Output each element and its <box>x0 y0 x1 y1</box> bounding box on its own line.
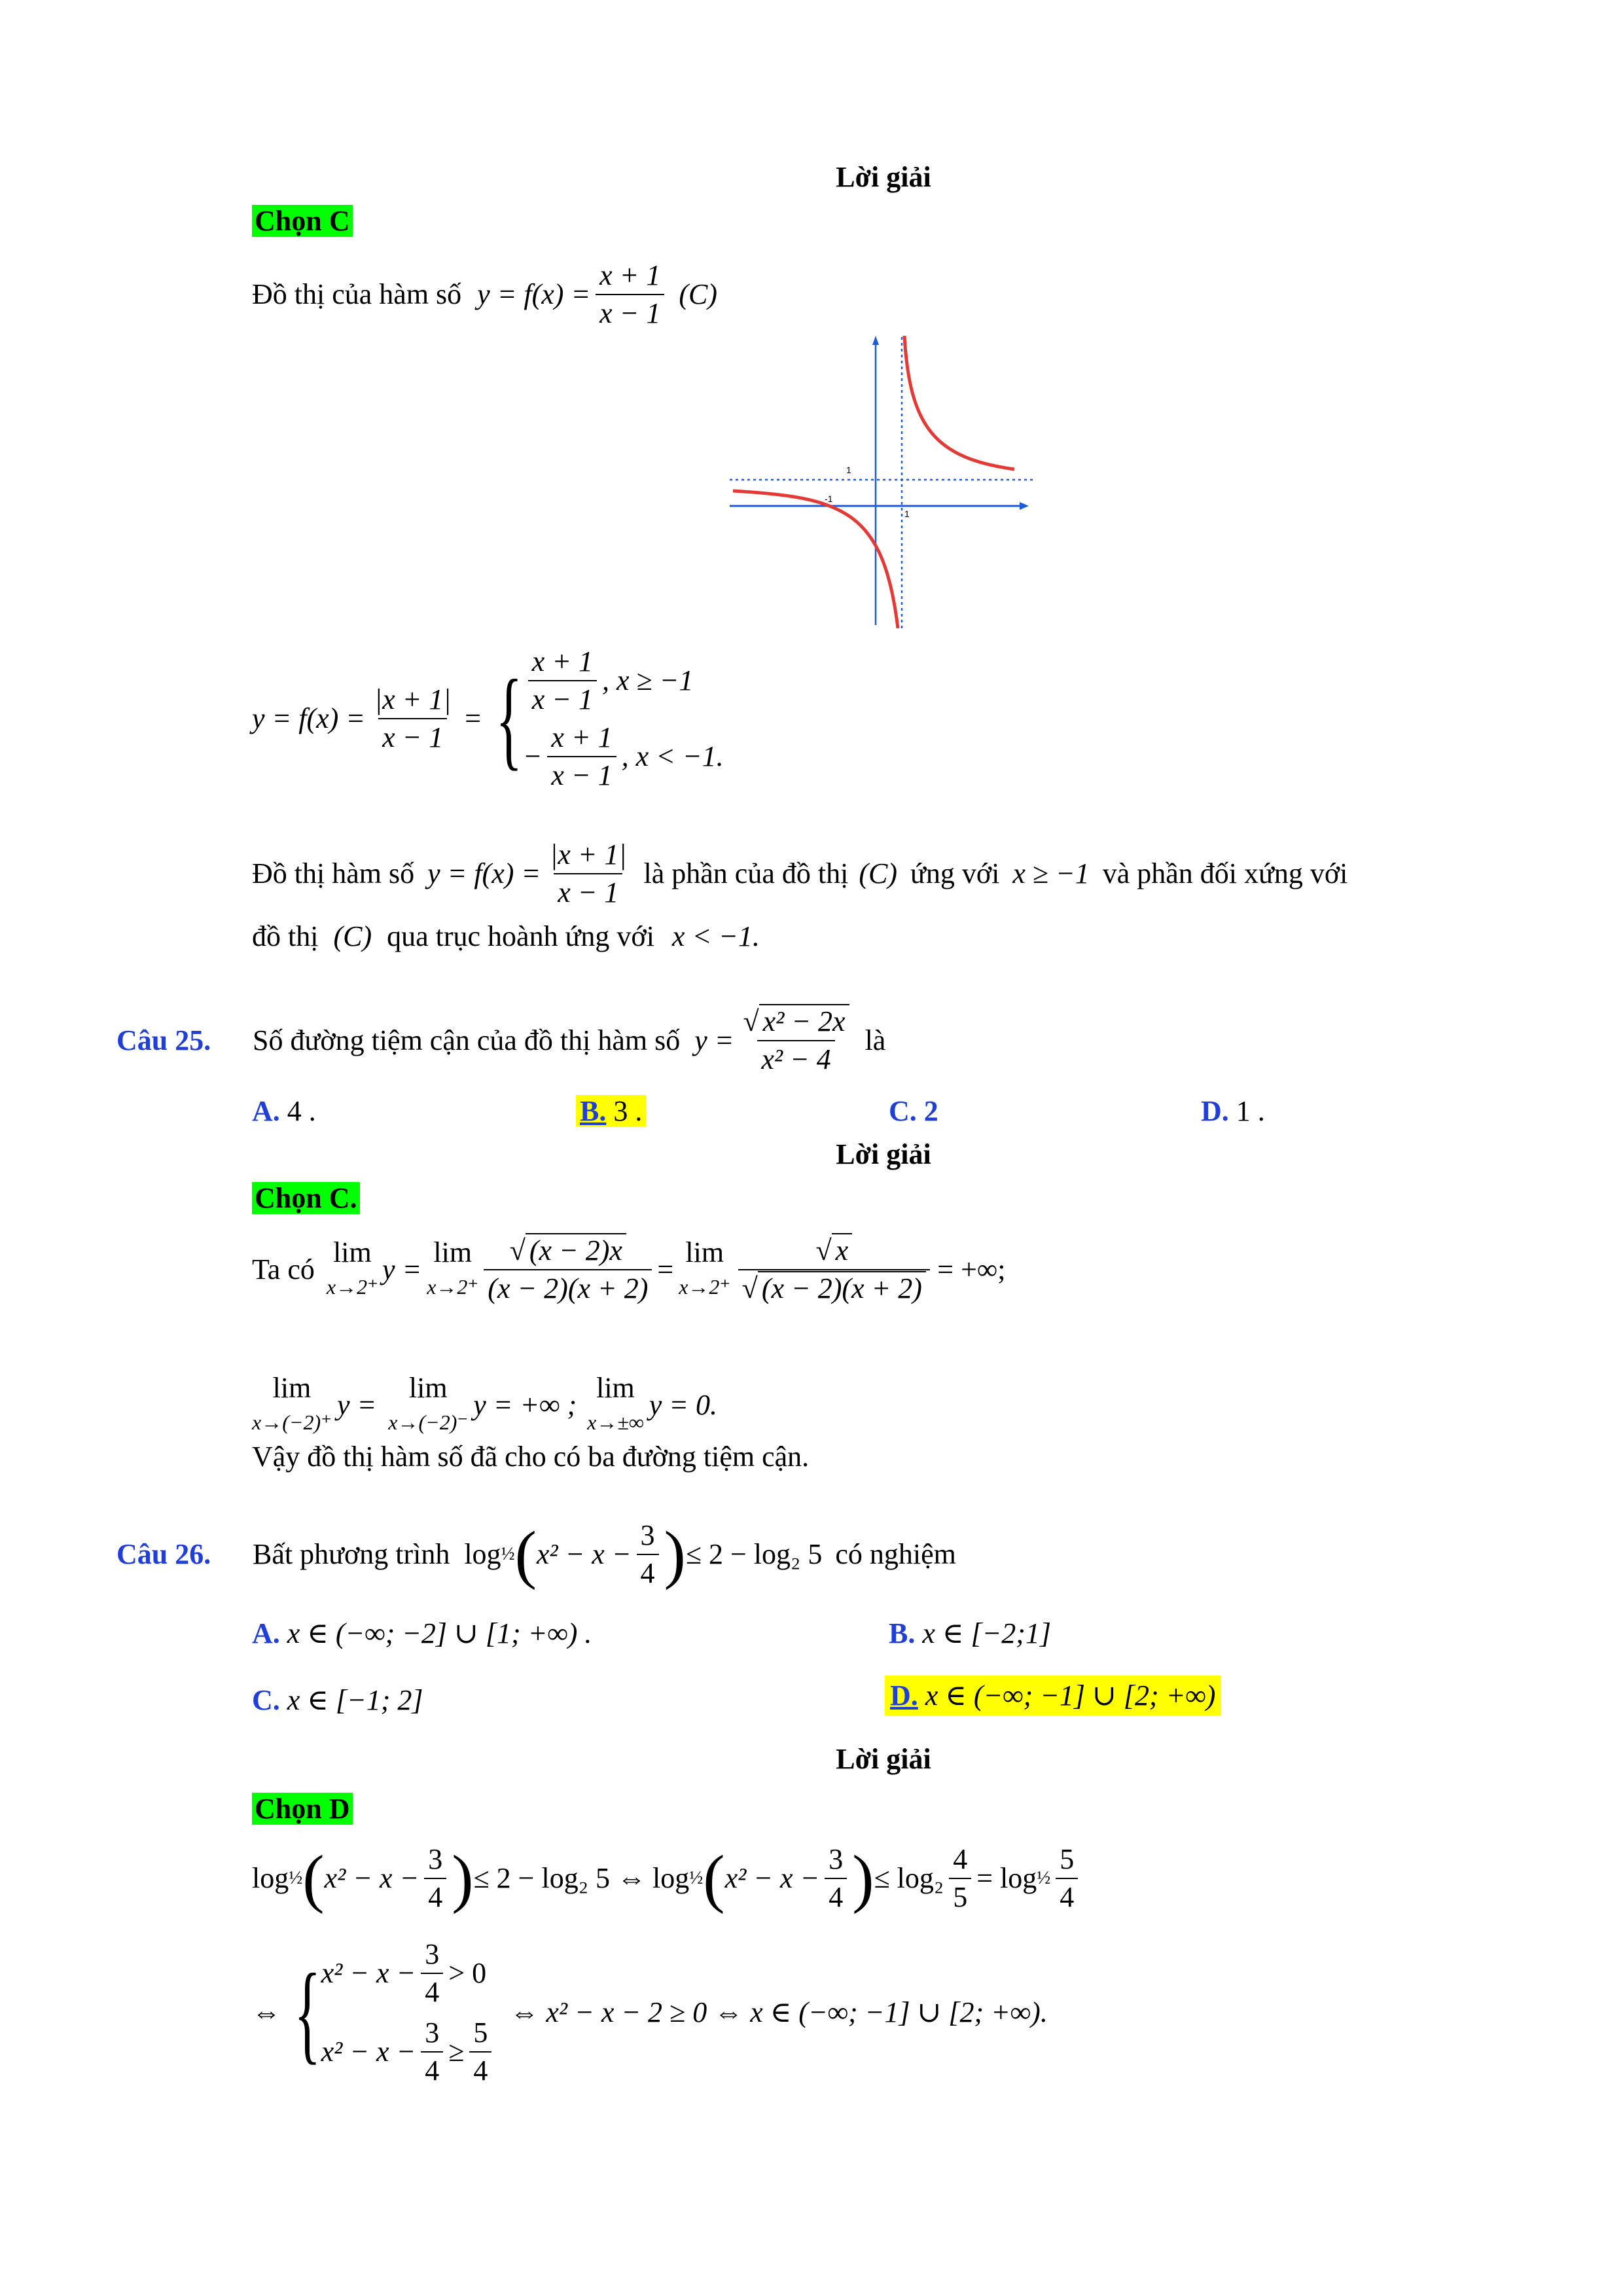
q26-option-c[interactable]: C. x ∈ [−1; 2] <box>252 1684 423 1716</box>
x-axis-arrow <box>1020 502 1029 510</box>
q25-conclusion: Vậy đồ thị hàm số đã cho có ba đường tiệm cận. <box>252 1441 810 1473</box>
q25-limit-line2: lim x→(−2)⁺ y = lim x→(−2)⁻ y = +∞ ; lim x→±∞ y = 0. <box>252 1372 717 1434</box>
graph-label-neg1: -1 <box>825 493 833 504</box>
q26-option-a[interactable]: A. x ∈ (−∞; −2] ∪ [1; +∞) . <box>252 1617 592 1649</box>
graph-explanation-line2: đồ thị (C) qua trục hoành ứng với x < −1. <box>252 920 760 952</box>
y-axis-arrow <box>872 336 879 345</box>
q26-solution-system: ⇔ { x² − x − $\frac{3}{4}$ > 0 x² − x − $\frac{3}{4}$ ≥ $\frac{5}{4}$ ⇔ x² − x − 2 ≥ 0 ⇔ x ∈ (−∞; −1] ∪ [2; +∞). <box>252 1938 1048 2087</box>
q25-option-c[interactable]: C. 2 <box>889 1095 938 1127</box>
q25-option-b[interactable]: B. 3 . <box>576 1094 646 1128</box>
function-definition: Đồ thị của hàm số y = f(x) = $\frac{x + 1}{x - 1}$ (C) <box>252 259 718 329</box>
question-label: Câu 25. <box>116 1024 211 1056</box>
q26-option-b[interactable]: B. x ∈ [−2;1] <box>889 1617 1052 1649</box>
q26-choose-badge: Chọn D <box>252 1792 353 1826</box>
curve-left-branch <box>733 491 898 628</box>
q26-solution-line1: log ½ ( x² − x − $\frac{3}{4}$ ) ≤ 2 − log₂ 5 ⇔ log ½ ( x² − x − $\frac{3}{4}$ ) ≤ log₂ $\frac{4}{5}$ = log ½ $\frac{5}{4}$ <box>252 1842 1083 1914</box>
q25-option-d[interactable]: D. 1 . <box>1201 1095 1265 1127</box>
solution-heading-25: Lời giải <box>836 1138 931 1170</box>
question-label: Câu 26. <box>116 1538 211 1570</box>
solution-heading: Lời giải <box>836 161 931 193</box>
question-26: Câu 26. Bất phương trình log ½ ( x² − x − $\frac{3}{4}$ ) ≤ 2 − log₂ 5 có nghiệm <box>116 1518 956 1590</box>
function-graph <box>726 331 1041 632</box>
solution-heading-26: Lời giải <box>836 1743 931 1775</box>
choose-answer-badge: Chọn C <box>252 204 353 238</box>
q25-limit-line1: Ta có lim x→2⁺ y = lim x→2⁺ $\frac{√ (x - 2)x}{(x - 2)(x + 2)}$ = lim x→2⁺ $\frac{√ x}{√ (x - 2)(x + 2)}$ = +∞; <box>252 1234 1006 1304</box>
q25-option-a[interactable]: A. 4 . <box>252 1095 316 1127</box>
graph-explanation-line1: Đồ thị hàm số y = f(x) = $\frac{|x + 1|}{x - 1}$ là phần của đồ thị (C) ứng với x ≥ −1 và phần đối xứng với <box>252 838 1348 908</box>
graph-label-x1: 1 <box>904 509 910 519</box>
graph-label-1: 1 <box>846 465 851 475</box>
question-25: Câu 25. Số đường tiệm cận của đồ thị hàm số y = $\frac{\text{√ x² − 2x}}{\text{x² − 4}}$ là <box>116 1005 886 1075</box>
piecewise-definition: y = f(x) = $\frac{|x + 1|}{x - 1}$ = { $\frac{x + 1}{x - 1}$ , x ≥ −1 − $\frac{x + 1}{x - 1}$ , x < −1. <box>252 645 724 791</box>
q25-choose-badge: Chọn C. <box>252 1181 360 1215</box>
q26-option-d[interactable]: D. x ∈ (−∞; −1] ∪ [2; +∞) <box>885 1679 1221 1713</box>
curve-right-branch <box>904 336 1014 469</box>
